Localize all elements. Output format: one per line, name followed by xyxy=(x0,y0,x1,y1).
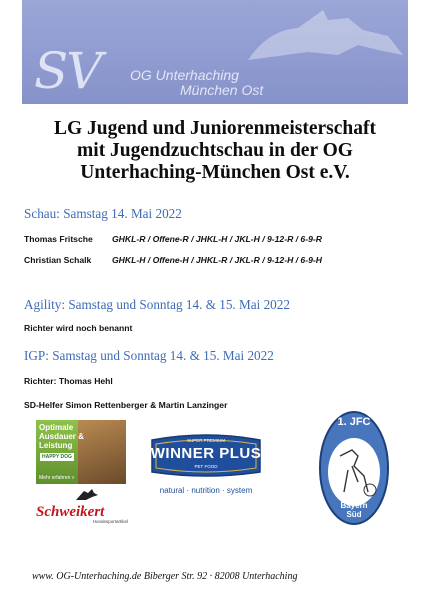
banner-line1: OG Unterhaching xyxy=(130,67,239,83)
title-line2: mit Jugendzuchtschau in der OG xyxy=(77,140,353,161)
winner-top: SUPER PREMIUM xyxy=(186,438,225,443)
ad-more-link[interactable]: Mehr erfahren » xyxy=(39,475,75,481)
title-line3: Unterhaching-München Ost e.V. xyxy=(80,162,350,183)
schweikert-name: Schweikert xyxy=(36,504,105,520)
winner-sub: PET FOOD xyxy=(194,464,218,469)
igp-heading: IGP: Samstag und Sonntag 14. & 15. Mai 2022 xyxy=(24,348,274,363)
schau-heading: Schau: Samstag 14. Mai 2022 xyxy=(24,206,182,221)
ad-line1: Optimale xyxy=(39,423,74,432)
agility-heading: Agility: Samstag und Sonntag 14. & 15. Mai 2022 xyxy=(24,297,290,312)
ad-line2: Ausdauer & xyxy=(39,432,84,441)
judge-row xyxy=(24,234,322,244)
banner-logo-sv: SV xyxy=(34,42,101,100)
igp-helfer: SD-Helfer Simon Rettenberger & Martin Lanzinger xyxy=(24,400,228,410)
igp-richter: Richter: Thomas Hehl xyxy=(24,376,113,386)
agility-text: Richter wird noch benannt xyxy=(24,323,133,333)
jfc-bottom1: Bayern xyxy=(340,501,368,510)
footer-address: www. OG-Unterhaching.de Biberger Str. 92 · 82008 Unterhaching xyxy=(32,571,298,582)
page-title xyxy=(0,118,430,184)
winner-plus-logo xyxy=(148,430,264,502)
header-banner xyxy=(22,0,408,104)
ad-line3: Leistung xyxy=(39,441,73,450)
winner-name: WINNER PLUS xyxy=(150,445,262,462)
judge-row xyxy=(24,255,322,265)
happydog-brand: HAPPY DOG xyxy=(42,454,72,460)
winner-tagline: natural · nutrition · system xyxy=(159,486,253,495)
happydog-ad xyxy=(36,420,126,484)
judge-name: Thomas Fritsche xyxy=(24,234,93,244)
title-line1: LG Jugend und Juniorenmeisterschaft xyxy=(54,118,376,139)
jfc-bottom2: Süd xyxy=(346,510,362,519)
schweikert-dog-icon xyxy=(36,487,128,501)
banner-line2: München Ost xyxy=(180,82,264,98)
schweikert-logo xyxy=(36,486,128,522)
dog-photo-icon xyxy=(78,420,126,484)
judge-classes: GHKL-R / Offene-R / JHKL-H / JKL-H / 9-12-R / 6-9-R xyxy=(112,234,322,244)
jfc-logo xyxy=(318,410,390,526)
jfc-top: 1. JFC xyxy=(337,416,371,428)
judge-classes: GHKL-H / Offene-H / JHKL-R / JKL-R / 9-12-H / 6-9-H xyxy=(112,255,322,265)
schweikert-sub: Hundesportartikel xyxy=(92,519,128,524)
judge-name: Christian Schalk xyxy=(24,255,92,265)
dog-silhouette-icon xyxy=(228,0,408,70)
banner-og-text xyxy=(130,68,263,98)
